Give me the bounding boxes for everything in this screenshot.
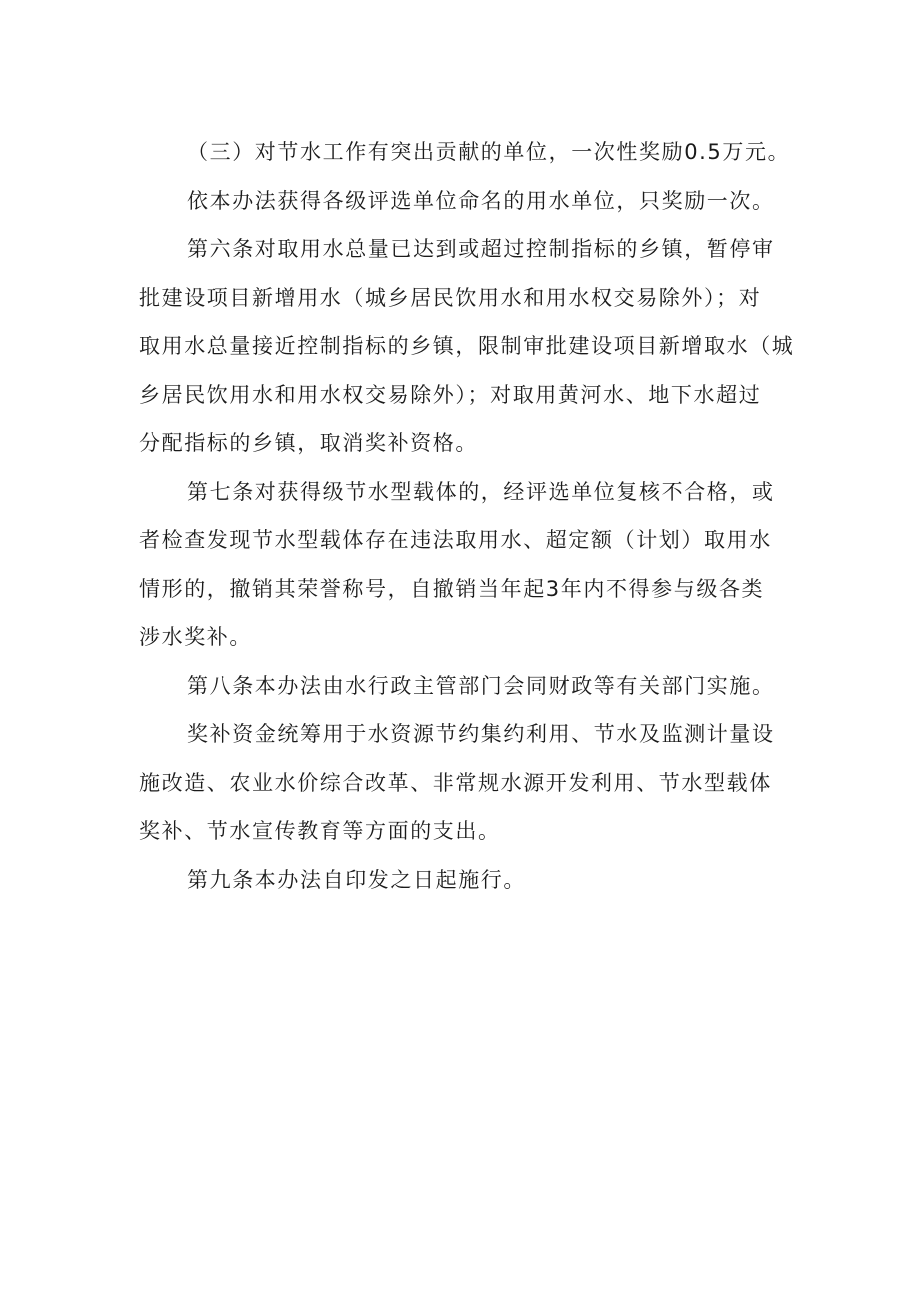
paragraph-award-once <box>139 177 799 226</box>
paragraph-article-8 <box>139 662 799 711</box>
text-line: 奖补资金统筹用于水资源节约集约利用、节水及监测计量设 <box>187 722 775 746</box>
paragraph-article-7 <box>139 468 799 662</box>
document-body <box>139 128 799 904</box>
text-line: 第九条本办法自印发之日起施行。 <box>187 867 526 892</box>
text-line: 者检查发现节水型载体存在违法取用水、超定额（计划）取用水 <box>139 528 772 552</box>
text-line: 分配指标的乡镇，取消奖补资格。 <box>139 431 478 455</box>
text-line: 涉水奖补。 <box>139 625 252 649</box>
text-line: 奖补、节水宣传教育等方面的支出。 <box>139 819 501 843</box>
text-line: 取用水总量接近控制指标的乡镇，限制审批建设项目新增取水（城 <box>139 334 795 358</box>
text-line: 第六条对取用水总量已达到或超过控制指标的乡镇，暂停审 <box>187 237 775 261</box>
text-line: 情形的，撤销其荣誉称号，自撤销当年起3年内不得参与级各类 <box>139 576 765 601</box>
paragraph-article-6 <box>139 225 799 468</box>
paragraph-article-9 <box>139 856 799 905</box>
text-line: 第七条对获得级节水型载体的，经评选单位复核不合格，或 <box>187 479 775 504</box>
text-line: 第八条本办法由水行政主管部门会同财政等有关部门实施。 <box>187 673 775 698</box>
paragraph-funding-use <box>139 710 799 856</box>
text-line: 批建设项目新增用水（城乡居民饮用水和用水权交易除外）；对 <box>139 285 762 310</box>
text-line: 施改造、农业水价综合改革、非常规水源开发利用、节水型载体 <box>139 770 772 795</box>
text-line: （三）对节水工作有突出贡献的单位，一次性奖励0.5万元。 <box>187 140 791 164</box>
text-line: 依本办法获得各级评选单位命名的用水单位，只奖励一次。 <box>187 188 775 213</box>
text-line: 乡居民饮用水和用水权交易除外）；对取用黄河水、地下水超过 <box>139 382 762 407</box>
paragraph-award-contribution <box>139 128 799 177</box>
